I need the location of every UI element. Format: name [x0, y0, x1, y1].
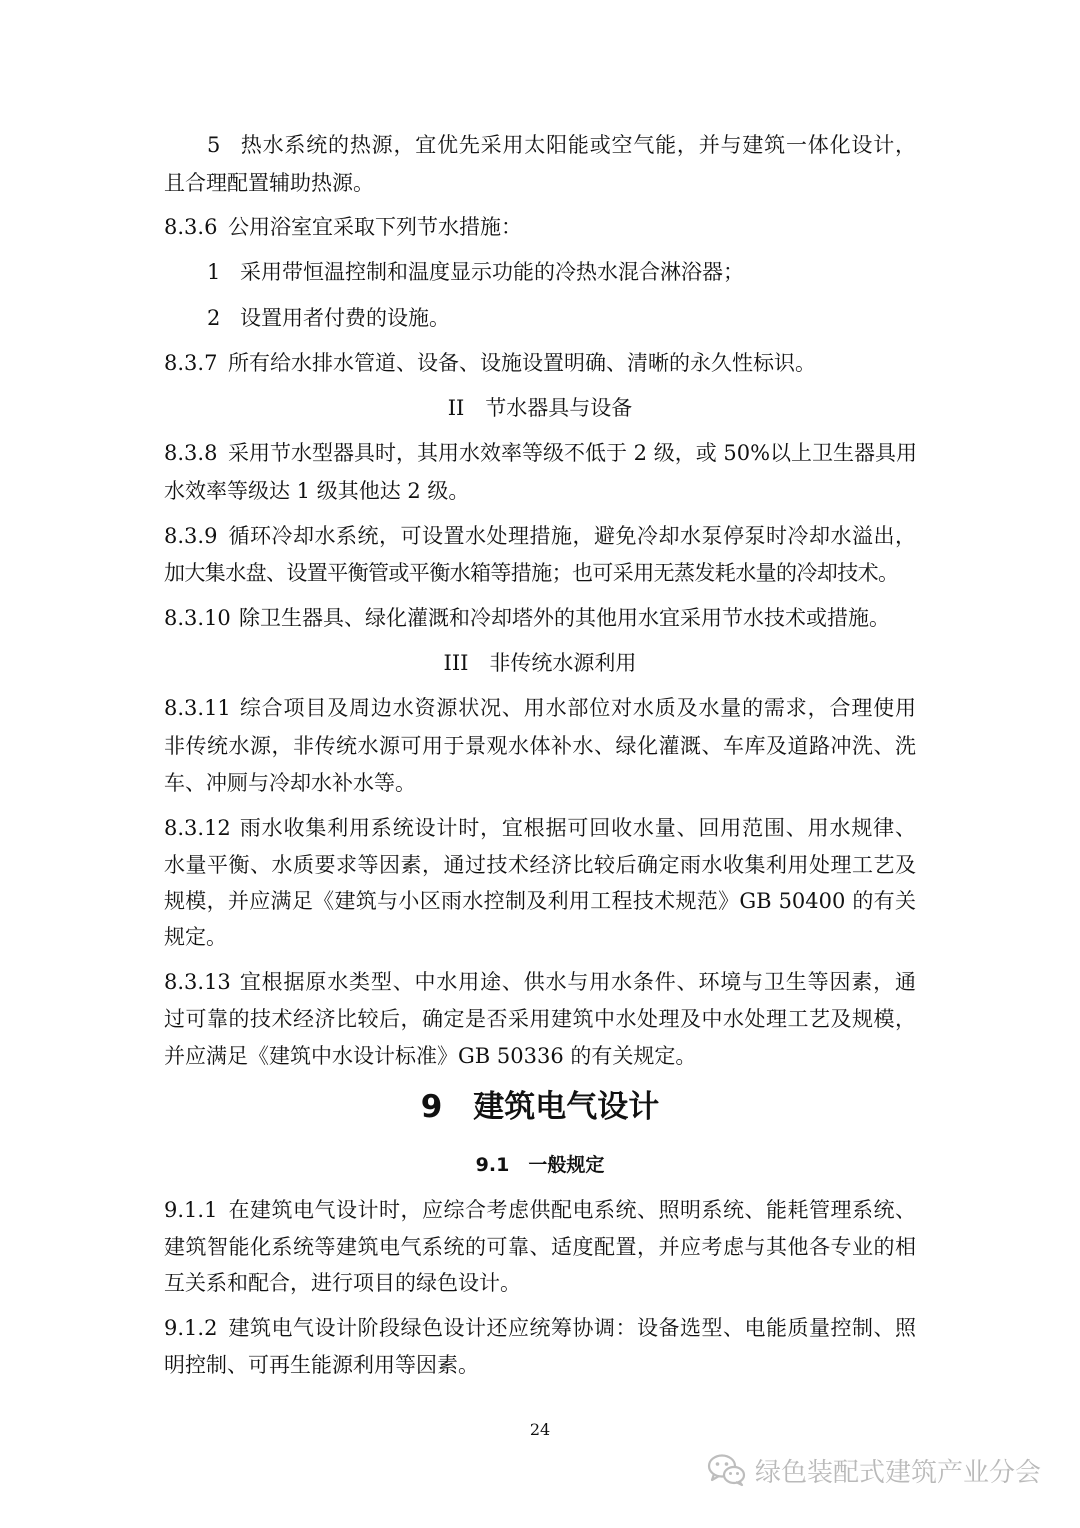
item-number: 1: [207, 260, 221, 284]
clause-8-3-13-line-3: 并应满足《建筑中水设计标准》GB 50336 的有关规定。: [164, 1044, 697, 1068]
clause-8-3-12-line-4: 规定。: [164, 925, 227, 949]
clause-number: 8.3.12: [164, 816, 231, 840]
clause-9-1-2-line-2: 明控制、可再生能源利用等因素。: [164, 1353, 479, 1377]
clause-8-3-8-line-1: [164, 438, 916, 468]
clause-8-3-10: [164, 603, 890, 633]
item-number: 2: [207, 306, 221, 330]
item-number: 5: [207, 133, 221, 157]
clause-8-3-13-line-2: 过可靠的技术经济比较后，确定是否采用建筑中水处理及中水处理工艺及规模，: [164, 1007, 916, 1031]
clause-number: 8.3.11: [164, 696, 231, 720]
clause-text: 综合项目及周边水资源状况、用水部位对水质及水量的需求，合理使用: [239, 696, 916, 720]
section-title: 9.1 一般规定: [475, 1154, 605, 1176]
clause-number: 8.3.10: [164, 606, 231, 630]
clause-8-3-6: [164, 212, 522, 242]
clause-8-3-7: [164, 348, 816, 378]
clause-text: 宜根据原水类型、中水用途、供水与用水条件、环境与卫生等因素，通: [239, 970, 916, 994]
clause-text: 建筑电气设计阶段绿色设计还应统筹协调：设备选型、电能质量控制、照: [228, 1316, 916, 1340]
clause-9-1-1-line-1: [164, 1195, 916, 1225]
clause-8-3-6-item-2: [207, 303, 450, 333]
item-text: 采用带恒温控制和温度显示功能的冷热水混合淋浴器；: [240, 260, 744, 284]
clause-8-3-12-line-2: 水量平衡、水质要求等因素，通过技术经济比较后确定雨水收集利用处理工艺及: [164, 853, 916, 877]
clause-8-3-11-line-1: [164, 693, 916, 723]
item-text: 热水系统的热源，宜优先采用太阳能或空气能，并与建筑一体化设计，: [240, 133, 916, 157]
watermark: [707, 1450, 1041, 1490]
watermark-text: 绿色装配式建筑产业分会: [755, 1457, 1042, 1488]
clause-text: 雨水收集利用系统设计时，宜根据可回收水量、回用范围、用水规律、: [239, 816, 916, 840]
clause-text: 除卫生器具、绿化灌溉和冷却塔外的其他用水宜采用节水技术或措施。: [239, 606, 890, 630]
clause-8-3-9-line-2: 加大集水盘、设置平衡管或平衡水箱等措施；也可采用无蒸发耗水量的冷却技术。: [164, 561, 899, 585]
clause-9-1-2-line-1: [164, 1313, 916, 1343]
subsection-title-iii: III 非传统水源利用: [443, 651, 637, 675]
clause-9-1-1-line-3: 互关系和配合，进行项目的绿色设计。: [164, 1271, 521, 1295]
page-number: 24: [529, 1420, 551, 1439]
clause-text: 采用节水型器具时，其用水效率等级不低于 2 级，或 50%以上卫生器具用: [228, 441, 918, 465]
chapter-title: 9 建筑电气设计: [420, 1089, 660, 1125]
wechat-icon: [707, 1453, 747, 1487]
clause-8-3-12-line-1: [164, 813, 916, 843]
clause-number: 8.3.8: [164, 441, 218, 465]
clause-text: 所有给水排水管道、设备、设施设置明确、清晰的永久性标识。: [228, 351, 816, 375]
item-5-line-1: [207, 130, 916, 160]
clause-text: 在建筑电气设计时，应综合考虑供配电系统、照明系统、能耗管理系统、: [228, 1198, 916, 1222]
clause-8-3-13-line-1: [164, 967, 916, 997]
clause-8-3-9-line-1: [164, 521, 916, 551]
clause-number: 8.3.13: [164, 970, 231, 994]
clause-text: 公用浴室宜采取下列节水措施：: [228, 215, 522, 239]
clause-8-3-8-line-2: 水效率等级达 1 级其他达 2 级。: [164, 479, 470, 503]
clause-text: 循环冷却水系统，可设置水处理措施，避免冷却水泵停泵时冷却水溢出，: [228, 524, 916, 548]
clause-8-3-6-item-1: [207, 257, 744, 287]
clause-8-3-12-line-3: 规模，并应满足《建筑与小区雨水控制及利用工程技术规范》GB 50400 的有关: [164, 889, 916, 913]
clause-number: 9.1.1: [164, 1198, 218, 1222]
clause-8-3-11-line-2: 非传统水源，非传统水源可用于景观水体补水、绿化灌溉、车库及道路冲洗、洗: [164, 734, 916, 758]
item-5-line-2: 且合理配置辅助热源。: [164, 171, 374, 195]
clause-number: 8.3.6: [164, 215, 218, 239]
clause-number: 8.3.9: [164, 524, 218, 548]
subsection-title-ii: II 节水器具与设备: [447, 396, 633, 420]
clause-number: 8.3.7: [164, 351, 218, 375]
clause-9-1-1-line-2: 建筑智能化系统等建筑电气系统的可靠、适度配置，并应考虑与其他各专业的相: [164, 1235, 916, 1259]
item-text: 设置用者付费的设施。: [240, 306, 450, 330]
clause-8-3-11-line-3: 车、冲厕与冷却水补水等。: [164, 771, 416, 795]
clause-number: 9.1.2: [164, 1316, 218, 1340]
